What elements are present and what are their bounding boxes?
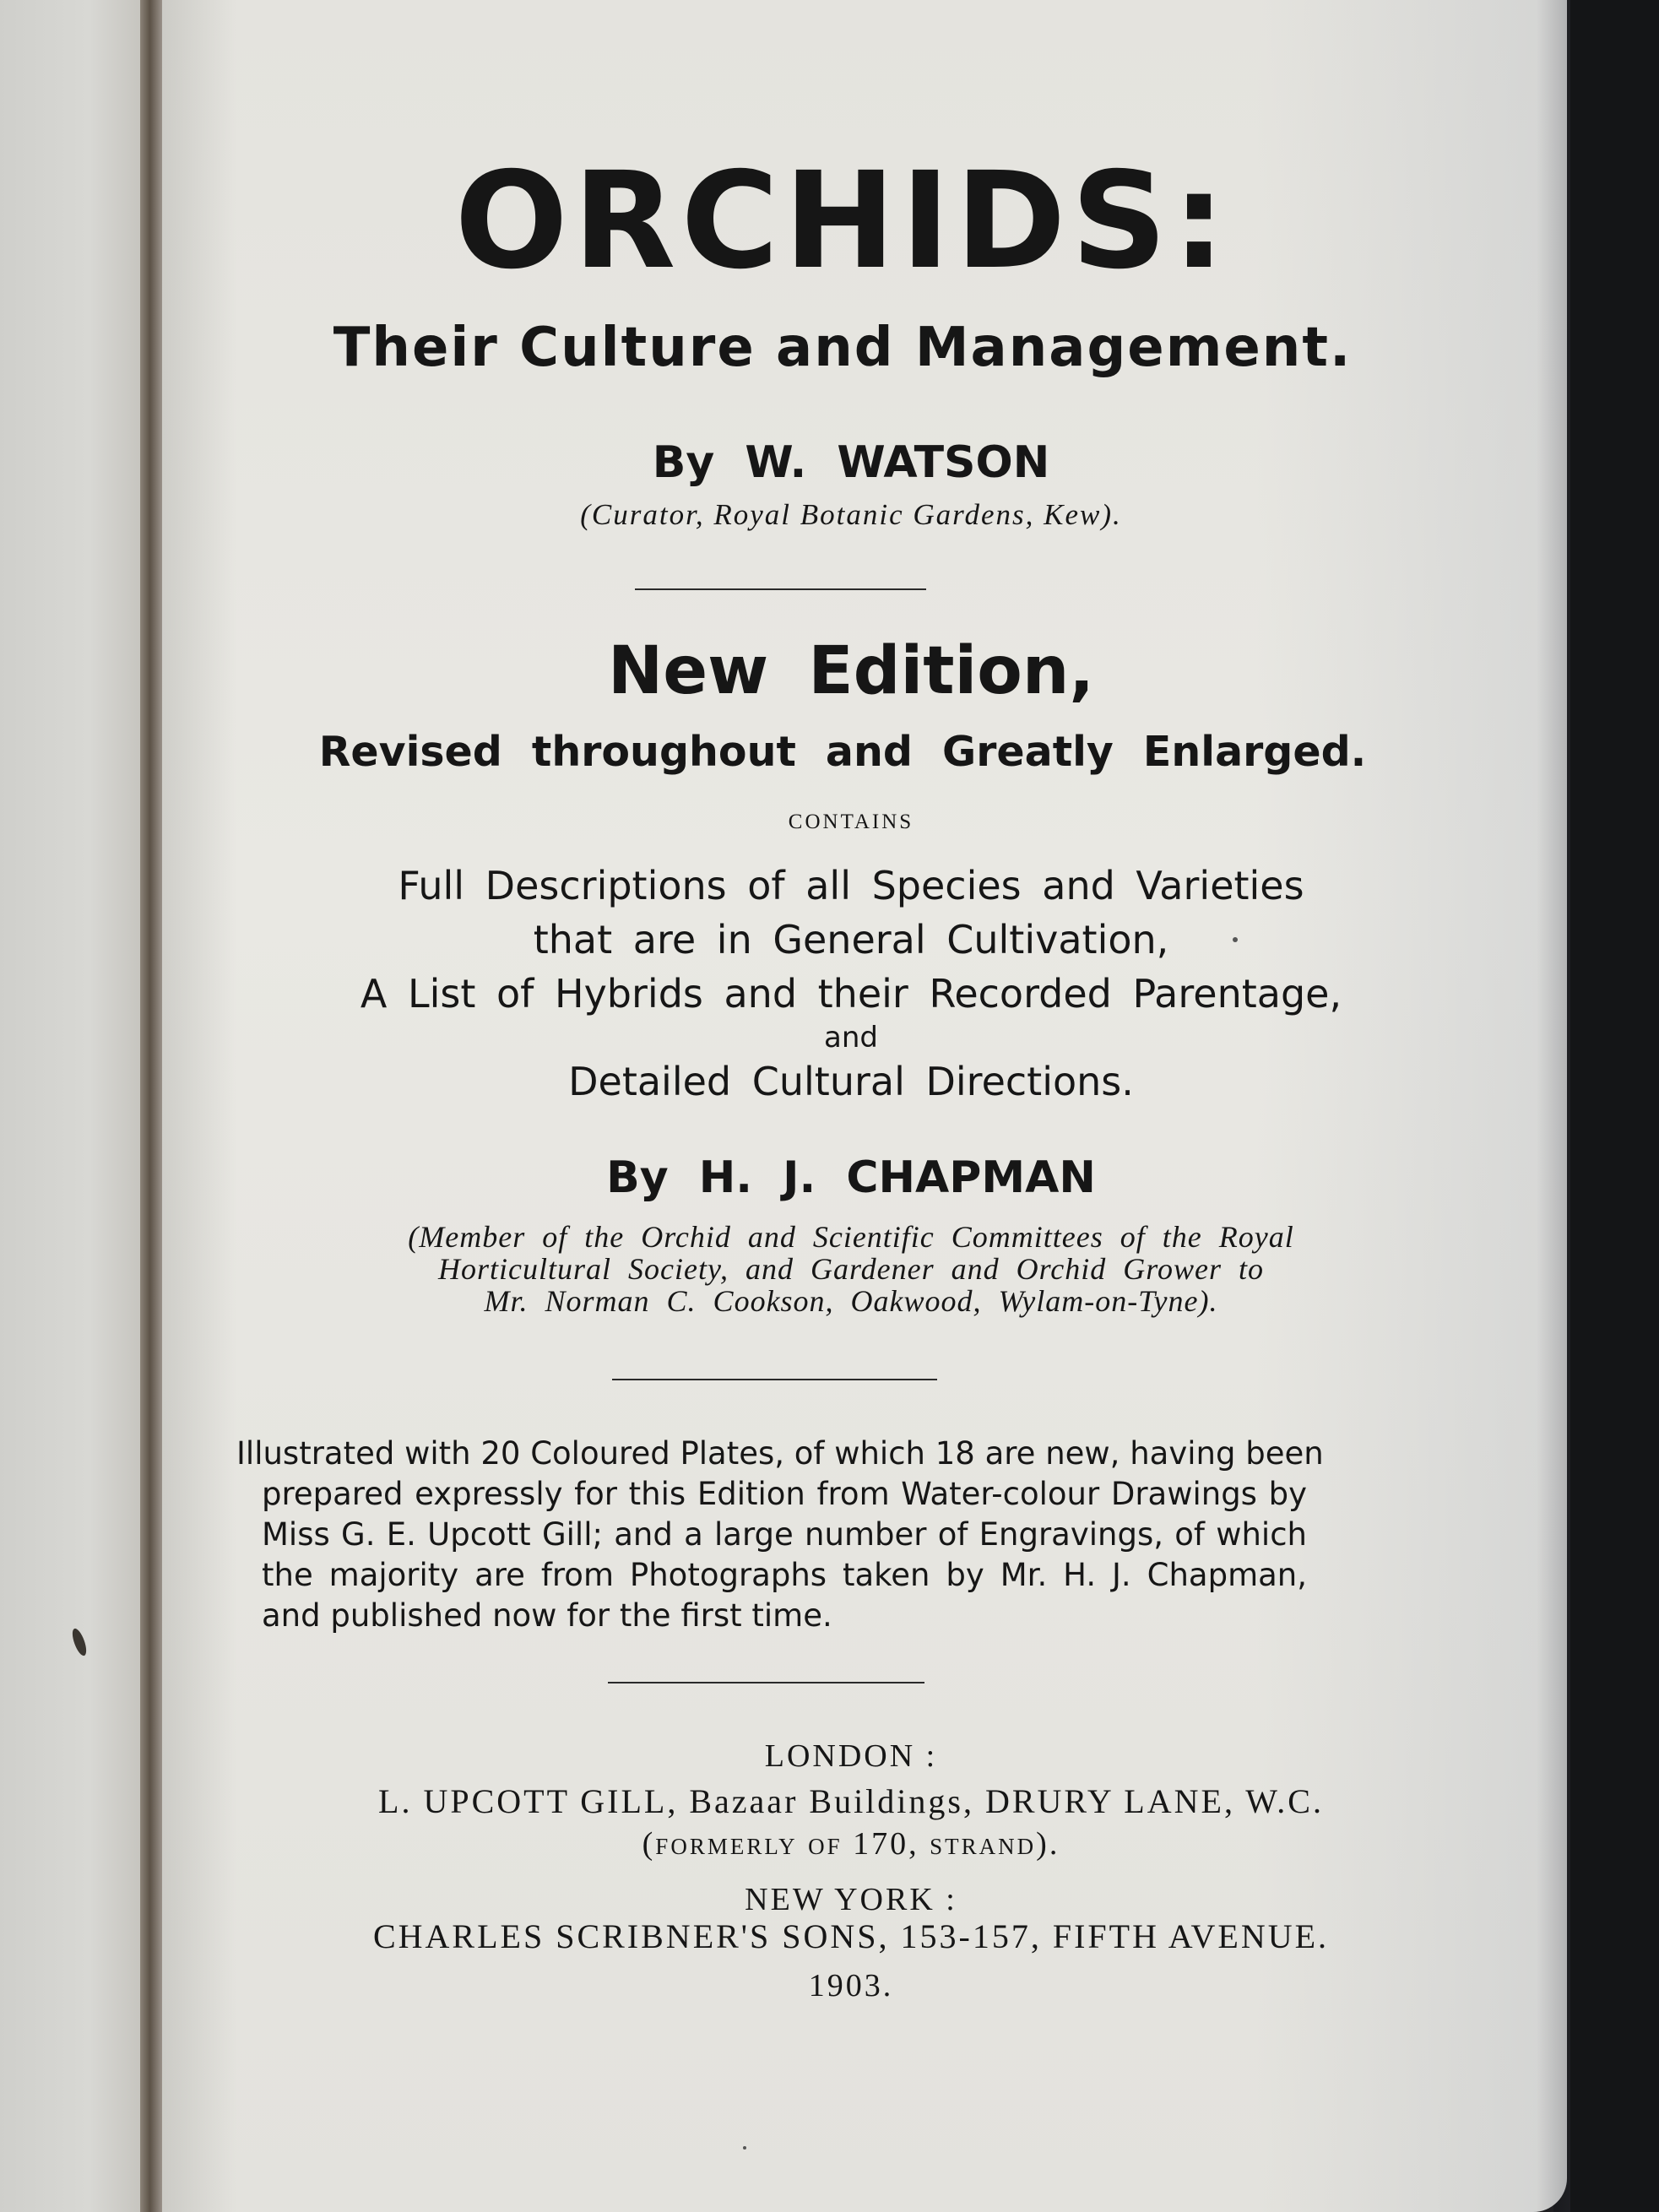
contents-conjunction: and xyxy=(824,1021,878,1054)
divider-rule xyxy=(608,1682,924,1683)
edition-heading: New Edition, xyxy=(607,633,1095,709)
illustrations-line: Illustrated with 20 Coloured Plates, of which 18 are new, having been xyxy=(236,1435,1324,1472)
imprint-newyork-publisher: CHARLES SCRIBNER'S SONS, 153-157, FIFTH AVENUE. xyxy=(372,1917,1330,1955)
contents-line: Detailed Cultural Directions. xyxy=(568,1059,1134,1104)
contents-line: A List of Hybrids and their Recorded Parentage, xyxy=(360,971,1342,1017)
paper-speck xyxy=(1233,937,1238,942)
book-title: ORCHIDS: xyxy=(454,144,1231,299)
facing-page xyxy=(0,0,149,2212)
imprint-london-label: LONDON : xyxy=(764,1738,938,1774)
edition-subheading: Revised throughout and Greatly Enlarged. xyxy=(318,728,1367,776)
imprint-london-publisher: L. UPCOTT GILL, Bazaar Buildings, DRURY LANE, W.C. xyxy=(378,1782,1324,1820)
paper-speck xyxy=(743,2146,746,2150)
illustrations-line: and published now for the first time. xyxy=(262,1597,832,1634)
book-subtitle: Their Culture and Management. xyxy=(333,317,1353,379)
author-credential-line: Mr. Norman C. Cookson, Oakwood, Wylam-on-Tyne). xyxy=(484,1284,1218,1318)
author-credential-line: (Member of the Orchid and Scientific Committees of the Royal xyxy=(408,1220,1294,1254)
title-page xyxy=(152,0,1567,2212)
illustrations-line: the majority are from Photographs taken by Mr. H. J. Chapman, xyxy=(262,1557,1307,1593)
imprint-london-former: (formerly of 170, strand). xyxy=(642,1826,1060,1862)
divider-rule xyxy=(612,1379,937,1380)
author-byline-secondary: By H. J. CHAPMAN xyxy=(606,1152,1096,1203)
contents-line: Full Descriptions of all Species and Varieties xyxy=(398,863,1304,908)
contents-line: that are in General Cultivation, xyxy=(533,917,1169,962)
imprint-year: 1903. xyxy=(808,1968,894,2003)
contains-label: CONTAINS xyxy=(788,811,914,833)
author-credential-primary: (Curator, Royal Botanic Gardens, Kew). xyxy=(580,498,1122,531)
page-edge-shadow xyxy=(1537,0,1570,2212)
illustrations-line: Miss G. E. Upcott Gill; and a large number of Engravings, of which xyxy=(262,1516,1307,1553)
divider-rule xyxy=(635,588,926,590)
author-byline-primary: By W. WATSON xyxy=(652,437,1050,488)
author-credential-line: Horticultural Society, and Gardener and Orchid Grower to xyxy=(438,1252,1264,1286)
illustrations-line: prepared expressly for this Edition from Water-colour Drawings by xyxy=(262,1476,1307,1512)
imprint-newyork-label: NEW YORK : xyxy=(745,1882,957,1917)
book-gutter xyxy=(140,0,162,2212)
